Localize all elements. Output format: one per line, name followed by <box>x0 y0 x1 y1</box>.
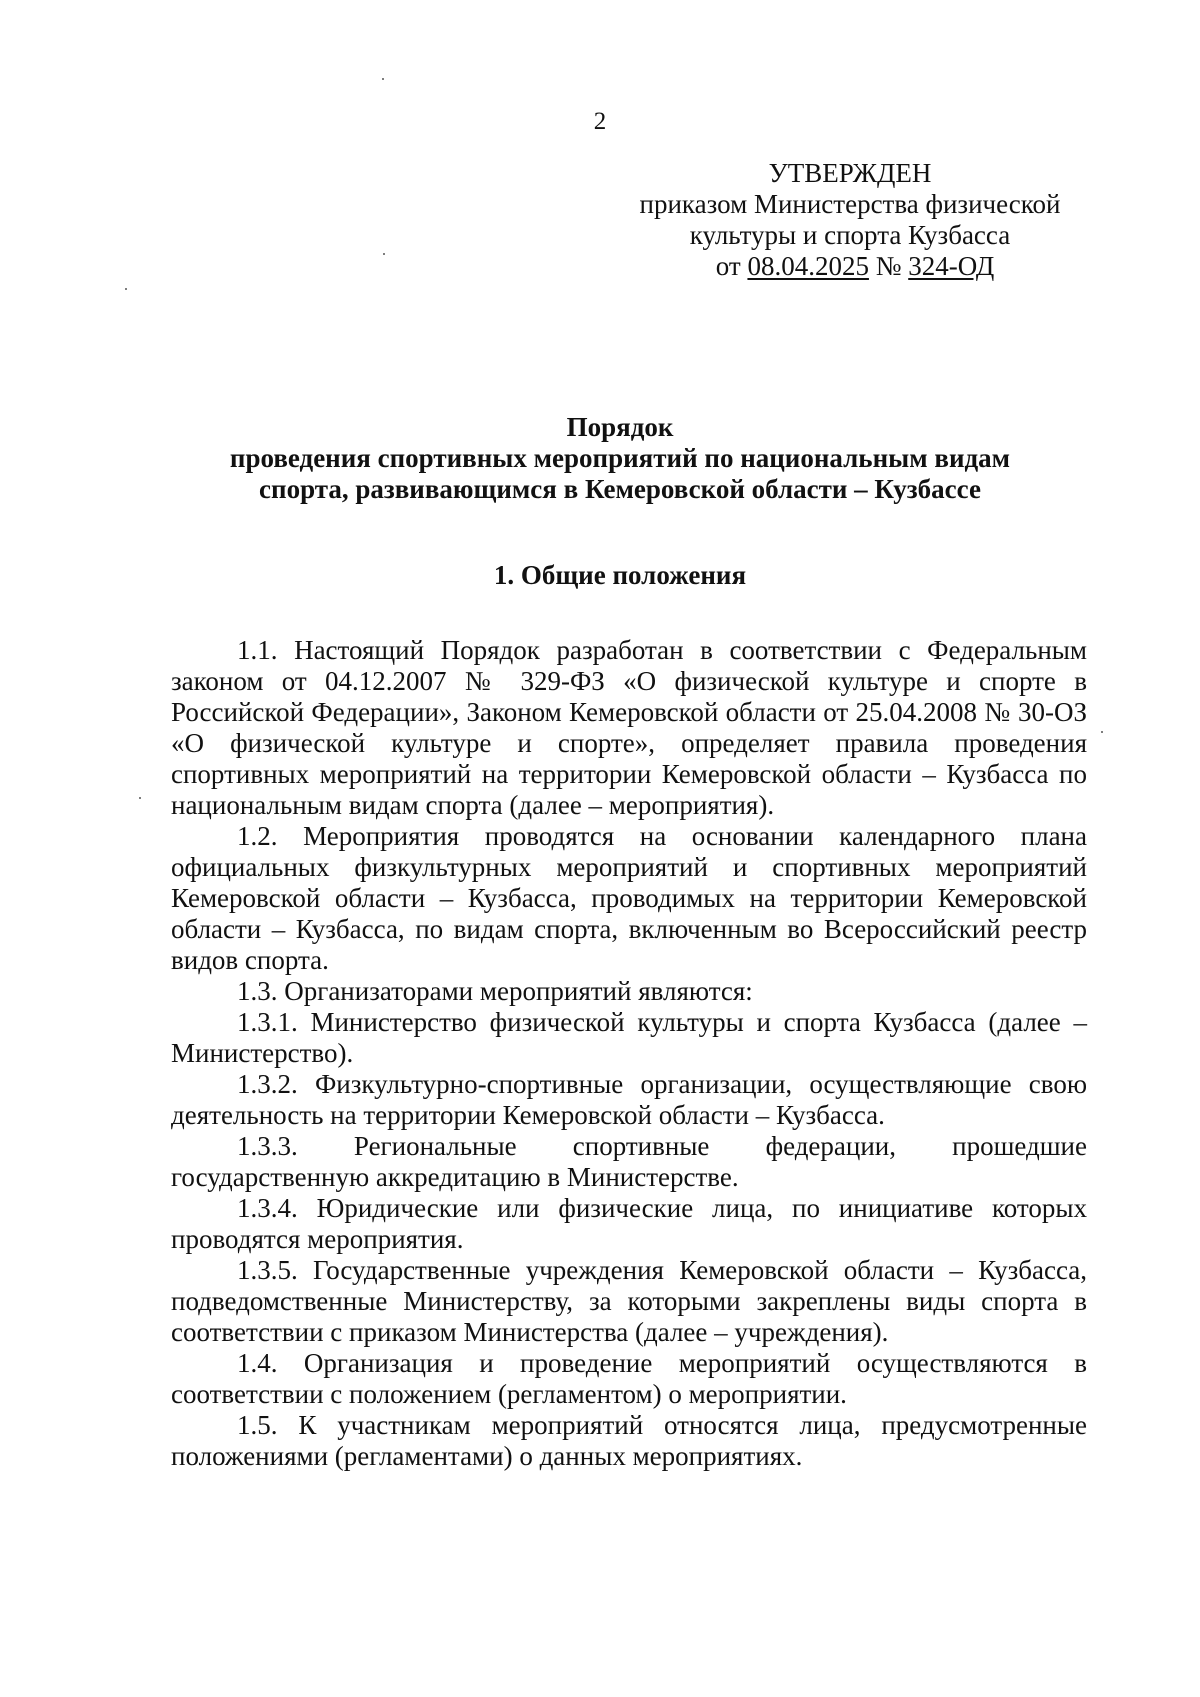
paragraph-1-1: 1.1. Настоящий Порядок разработан в соответствии с Федеральным законом от 04.12.2007 № 329-ФЗ «О физической культуре и спорте в Российской Федерации», Законом Кемеровской области от 25.04.2008 № 30-ОЗ «О физической культуре и спорте», определяет правила проведения спортивных мероприятий на территории Кемеровской области – Кузбасса по национальным видам спорта (далее – мероприятия). <box>171 635 1087 820</box>
approval-line-1: приказом Министерства физической <box>639 189 1061 219</box>
page-number: 2 <box>593 108 607 135</box>
paragraph-1-5: 1.5. К участникам мероприятий относятся лица, предусмотренные положениями (регламентами) о данных мероприятиях. <box>171 1410 1087 1471</box>
title-line-3: спорта, развивающимся в Кемеровской области – Кузбассе <box>259 474 981 504</box>
document-title <box>170 412 1070 505</box>
section-heading: 1. Общие положения <box>493 560 747 590</box>
approval-date-line <box>630 251 1080 282</box>
scan-speck <box>125 288 127 290</box>
scan-speck <box>1101 731 1103 733</box>
scan-speck <box>382 78 384 80</box>
title-line-2: проведения спортивных мероприятий по национальным видам <box>229 443 1011 473</box>
title-line-1: Порядок <box>566 412 674 442</box>
approval-number-prefix: № <box>868 251 909 281</box>
scan-speck <box>383 253 385 255</box>
paragraph-1-4: 1.4. Организация и проведение мероприятий осуществляются в соответствии с положением (регламентом) о мероприятии. <box>171 1348 1087 1409</box>
approval-number: 324-ОД <box>908 251 995 281</box>
paragraph-1-2: 1.2. Мероприятия проводятся на основании календарного плана официальных физкультурных мероприятий и спортивных мероприятий Кемеровской области – Кузбасса, проводимых на территории Кемеровской области – Кузбасса, по видам спорта, включенным во Всероссийский реестр видов спорта. <box>171 821 1087 975</box>
paragraph-1-3-1: 1.3.1. Министерство физической культуры и спорта Кузбасса (далее – Министерство). <box>171 1007 1087 1068</box>
paragraph-1-3-4: 1.3.4. Юридические или физические лица, по инициативе которых проводятся мероприятия. <box>171 1193 1087 1254</box>
approval-status: УТВЕРЖДЕН <box>768 158 932 188</box>
paragraph-1-3-3: 1.3.3. Региональные спортивные федерации, прошедшие государственную аккредитацию в Министерстве. <box>171 1131 1087 1192</box>
paragraph-1-3-5: 1.3.5. Государственные учреждения Кемеровской области – Кузбасса, подведомственные Министерству, за которыми закреплены виды спорта в соответствии с приказом Министерства (далее – учреждения). <box>171 1255 1087 1347</box>
approval-line-2: культуры и спорта Кузбасса <box>689 220 1011 250</box>
scan-speck <box>139 797 141 799</box>
approval-date: 08.04.2025 <box>747 251 869 281</box>
approval-date-prefix: от <box>715 251 748 281</box>
paragraph-1-3: 1.3. Организаторами мероприятий являются: <box>237 976 753 1006</box>
approval-stamp-block <box>620 158 1080 282</box>
section-body <box>171 635 1087 1472</box>
paragraph-1-3-2: 1.3.2. Физкультурно-спортивные организации, осуществляющие свою деятельность на территории Кемеровской области – Кузбасса. <box>171 1069 1087 1130</box>
